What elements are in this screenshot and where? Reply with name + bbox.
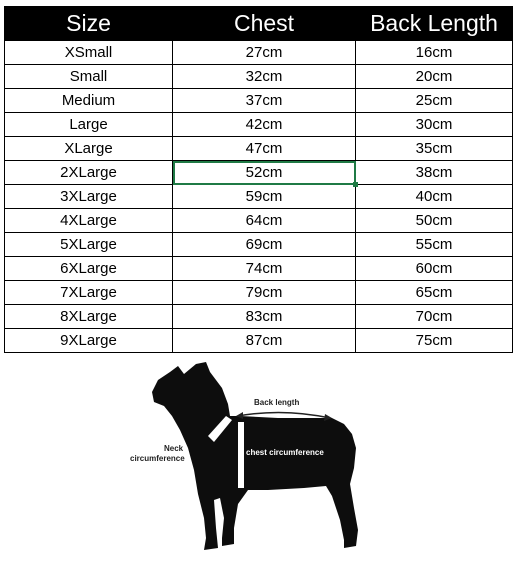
chest-cell[interactable]: 32cm	[173, 65, 356, 89]
size-cell[interactable]: 8XLarge	[5, 305, 173, 329]
back-length-cell[interactable]: 16cm	[356, 41, 513, 65]
table-row	[5, 257, 513, 281]
chest-label: chest circumference	[246, 448, 324, 457]
dog-silhouette-icon	[118, 358, 378, 570]
table-row	[5, 161, 513, 185]
back-length-cell[interactable]: 75cm	[356, 329, 513, 353]
size-cell[interactable]: XLarge	[5, 137, 173, 161]
table-row	[5, 209, 513, 233]
size-cell[interactable]: Large	[5, 113, 173, 137]
size-cell[interactable]: 3XLarge	[5, 185, 173, 209]
neck-label-line2: circumference	[130, 454, 185, 463]
chest-cell[interactable]: 27cm	[173, 41, 356, 65]
dog-measurement-diagram	[118, 358, 378, 570]
table-row	[5, 329, 513, 353]
table-row	[5, 281, 513, 305]
back-length-cell[interactable]: 40cm	[356, 185, 513, 209]
size-cell[interactable]: 9XLarge	[5, 329, 173, 353]
header-chest: Chest	[173, 7, 356, 41]
back-length-cell[interactable]: 65cm	[356, 281, 513, 305]
neck-label-line1: Neck	[164, 444, 184, 453]
size-cell[interactable]: 7XLarge	[5, 281, 173, 305]
chest-cell[interactable]: 87cm	[173, 329, 356, 353]
size-cell[interactable]: Medium	[5, 89, 173, 113]
chest-cell[interactable]: 74cm	[173, 257, 356, 281]
back-length-cell[interactable]: 70cm	[356, 305, 513, 329]
table-row	[5, 89, 513, 113]
header-row	[5, 7, 513, 41]
table-row	[5, 65, 513, 89]
size-cell[interactable]: XSmall	[5, 41, 173, 65]
back-length-cell[interactable]: 30cm	[356, 113, 513, 137]
chest-band	[238, 422, 244, 488]
size-cell[interactable]: 6XLarge	[5, 257, 173, 281]
header-back-length: Back Length	[356, 7, 513, 41]
table-row	[5, 113, 513, 137]
size-cell[interactable]: 5XLarge	[5, 233, 173, 257]
back-length-cell[interactable]: 20cm	[356, 65, 513, 89]
table-row	[5, 305, 513, 329]
chest-cell[interactable]: 42cm	[173, 113, 356, 137]
chest-cell[interactable]: 47cm	[173, 137, 356, 161]
table-row	[5, 233, 513, 257]
chest-cell[interactable]: 59cm	[173, 185, 356, 209]
back-length-cell[interactable]: 60cm	[356, 257, 513, 281]
back-length-cell[interactable]: 50cm	[356, 209, 513, 233]
header-size: Size	[5, 7, 173, 41]
back-length-cell[interactable]: 55cm	[356, 233, 513, 257]
size-cell[interactable]: 4XLarge	[5, 209, 173, 233]
back-length-cell[interactable]: 25cm	[356, 89, 513, 113]
chest-cell[interactable]: 37cm	[173, 89, 356, 113]
table-row	[5, 137, 513, 161]
back-length-cell[interactable]: 35cm	[356, 137, 513, 161]
chest-cell[interactable]: 79cm	[173, 281, 356, 305]
chest-cell-selected[interactable]: 52cm	[173, 161, 356, 185]
size-chart-table	[4, 6, 513, 353]
back-length-cell[interactable]: 38cm	[356, 161, 513, 185]
back-length-label: Back length	[254, 398, 300, 407]
chest-cell[interactable]: 83cm	[173, 305, 356, 329]
size-cell[interactable]: 2XLarge	[5, 161, 173, 185]
chest-cell[interactable]: 69cm	[173, 233, 356, 257]
table-row	[5, 41, 513, 65]
table-row	[5, 185, 513, 209]
chest-cell[interactable]: 64cm	[173, 209, 356, 233]
size-cell[interactable]: Small	[5, 65, 173, 89]
